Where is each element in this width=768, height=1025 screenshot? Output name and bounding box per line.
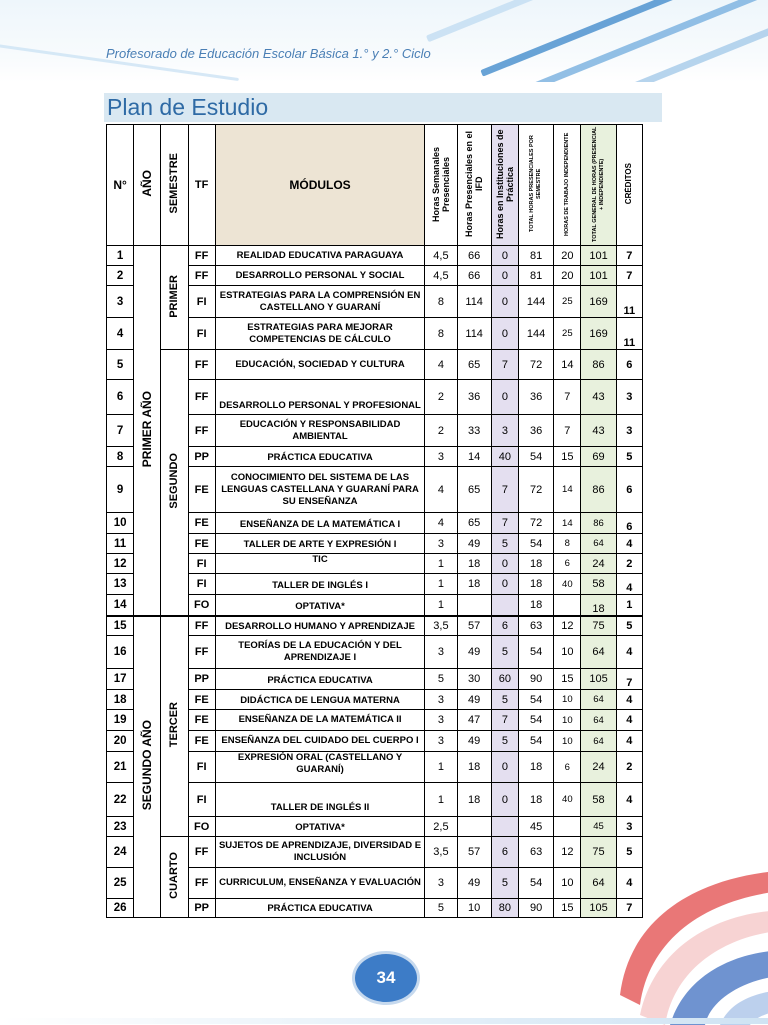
row-tgh: 64 xyxy=(581,690,616,710)
row-tf: FE xyxy=(188,710,215,731)
row-tf: FF xyxy=(188,350,215,380)
document-header-title: Profesorado de Educación Escolar Básica 1.° y 2.° Ciclo xyxy=(106,46,431,61)
row-hip: 0 xyxy=(491,752,518,783)
row-hti xyxy=(554,595,581,616)
semester-segundo: SEGUNDO xyxy=(161,350,188,616)
row-hip: 5 xyxy=(491,534,518,554)
row-thps: 18 xyxy=(518,554,553,574)
row-hpi: 114 xyxy=(457,318,491,350)
row-number: 23 xyxy=(107,817,134,837)
row-hip: 6 xyxy=(491,837,518,868)
row-tf: FI xyxy=(188,574,215,595)
row-hti: 14 xyxy=(554,513,581,534)
row-thps: 144 xyxy=(518,286,553,318)
row-hsp: 5 xyxy=(425,669,457,690)
row-hsp: 1 xyxy=(425,752,457,783)
row-tf: PP xyxy=(188,899,215,918)
row-hti: 10 xyxy=(554,690,581,710)
row-hsp: 1 xyxy=(425,595,457,616)
row-credits: 5 xyxy=(616,837,642,868)
row-number: 5 xyxy=(107,350,134,380)
col-header-tf: TF xyxy=(188,125,215,246)
row-tf: FI xyxy=(188,783,215,817)
row-hip: 0 xyxy=(491,266,518,286)
row-module: DESARROLLO PERSONAL Y PROFESIONAL xyxy=(215,380,425,415)
row-hpi: 66 xyxy=(457,266,491,286)
row-credits: 5 xyxy=(616,616,642,636)
row-credits: 2 xyxy=(616,752,642,783)
row-module: DESARROLLO HUMANO Y APRENDIZAJE xyxy=(215,616,425,636)
row-hsp: 8 xyxy=(425,318,457,350)
row-thps: 54 xyxy=(518,690,553,710)
row-tgh: 105 xyxy=(581,669,616,690)
row-tf: FF xyxy=(188,636,215,669)
row-hip: 5 xyxy=(491,868,518,899)
row-hip: 0 xyxy=(491,380,518,415)
row-credits: 5 xyxy=(616,447,642,467)
row-tf: FF xyxy=(188,868,215,899)
row-thps: 18 xyxy=(518,783,553,817)
row-credits: 3 xyxy=(616,817,642,837)
row-module: ESTRATEGIAS PARA LA COMPRENSIÓN EN CASTELLANO Y GUARANÍ xyxy=(215,286,425,318)
row-module: ENSEÑANZA DEL CUIDADO DEL CUERPO I xyxy=(215,731,425,752)
row-hip: 0 xyxy=(491,574,518,595)
col-header-creditos: CRÉDITOS xyxy=(616,125,642,246)
row-credits: 7 xyxy=(616,266,642,286)
table-row xyxy=(107,246,643,266)
col-header-tgh: TOTAL GENERAL DE HORAS (PRESENCIAL + INDEPENDIENTE) xyxy=(581,125,616,246)
row-hti: 7 xyxy=(554,415,581,447)
row-number: 14 xyxy=(107,595,134,616)
row-number: 20 xyxy=(107,731,134,752)
row-hsp: 1 xyxy=(425,554,457,574)
row-credits: 3 xyxy=(616,380,642,415)
row-module: TIC xyxy=(215,554,425,574)
row-number: 18 xyxy=(107,690,134,710)
row-hip: 0 xyxy=(491,554,518,574)
row-thps: 63 xyxy=(518,616,553,636)
row-hpi: 49 xyxy=(457,731,491,752)
row-tgh: 64 xyxy=(581,534,616,554)
row-thps: 18 xyxy=(518,752,553,783)
row-hpi: 18 xyxy=(457,574,491,595)
group-primer-anio: PRIMER AÑO xyxy=(134,246,161,616)
row-credits: 2 xyxy=(616,554,642,574)
row-hpi: 30 xyxy=(457,669,491,690)
row-credits: 4 xyxy=(616,534,642,554)
row-hsp: 4,5 xyxy=(425,266,457,286)
row-hip: 0 xyxy=(491,318,518,350)
row-hti: 8 xyxy=(554,534,581,554)
row-module: ENSEÑANZA DE LA MATEMÁTICA I xyxy=(215,513,425,534)
row-thps: 45 xyxy=(518,817,553,837)
row-hti: 7 xyxy=(554,380,581,415)
col-header-n: N° xyxy=(107,125,134,246)
row-number: 13 xyxy=(107,574,134,595)
row-thps: 63 xyxy=(518,837,553,868)
row-hip: 5 xyxy=(491,690,518,710)
row-module: OPTATIVA* xyxy=(215,817,425,837)
row-tf: FF xyxy=(188,616,215,636)
row-tgh: 64 xyxy=(581,710,616,731)
row-credits: 6 xyxy=(616,467,642,513)
row-number: 15 xyxy=(107,616,134,636)
row-tgh: 43 xyxy=(581,415,616,447)
semester-tercer: TERCER xyxy=(161,616,188,837)
row-number: 11 xyxy=(107,534,134,554)
row-hpi: 36 xyxy=(457,380,491,415)
table-header-row xyxy=(107,125,643,246)
row-credits: 7 xyxy=(616,669,642,690)
row-number: 3 xyxy=(107,286,134,318)
row-hpi: 65 xyxy=(457,513,491,534)
row-hsp: 3 xyxy=(425,710,457,731)
row-tf: FI xyxy=(188,554,215,574)
row-tgh: 64 xyxy=(581,731,616,752)
row-hsp: 4,5 xyxy=(425,246,457,266)
row-module: TALLER DE INGLÉS II xyxy=(215,783,425,817)
row-tgh: 45 xyxy=(581,817,616,837)
row-number: 8 xyxy=(107,447,134,467)
row-hsp: 3 xyxy=(425,731,457,752)
row-hsp: 4 xyxy=(425,467,457,513)
row-tgh: 86 xyxy=(581,467,616,513)
row-module: EDUCACIÓN Y RESPONSABILIDAD AMBIENTAL xyxy=(215,415,425,447)
row-number: 16 xyxy=(107,636,134,669)
row-number: 25 xyxy=(107,868,134,899)
row-tgh: 64 xyxy=(581,868,616,899)
row-hip: 60 xyxy=(491,669,518,690)
row-tf: FF xyxy=(188,837,215,868)
row-hpi xyxy=(457,595,491,616)
row-hti: 25 xyxy=(554,318,581,350)
row-hpi: 57 xyxy=(457,837,491,868)
row-credits: 7 xyxy=(616,899,642,918)
row-hsp: 3 xyxy=(425,636,457,669)
row-hti: 40 xyxy=(554,783,581,817)
row-module: EXPRESIÓN ORAL (CASTELLANO Y GUARANÍ) xyxy=(215,752,425,783)
row-hti: 10 xyxy=(554,731,581,752)
row-hip: 6 xyxy=(491,616,518,636)
row-hip: 7 xyxy=(491,350,518,380)
row-hip: 7 xyxy=(491,467,518,513)
row-thps: 18 xyxy=(518,574,553,595)
row-tgh: 75 xyxy=(581,837,616,868)
row-number: 9 xyxy=(107,467,134,513)
row-credits: 4 xyxy=(616,574,642,595)
table-row xyxy=(107,350,643,380)
row-hpi: 14 xyxy=(457,447,491,467)
row-module: OPTATIVA* xyxy=(215,595,425,616)
row-number: 6 xyxy=(107,380,134,415)
row-thps: 90 xyxy=(518,669,553,690)
row-hsp: 8 xyxy=(425,286,457,318)
row-module: REALIDAD EDUCATIVA PARAGUAYA xyxy=(215,246,425,266)
row-module: DESARROLLO PERSONAL Y SOCIAL xyxy=(215,266,425,286)
row-hpi: 47 xyxy=(457,710,491,731)
row-credits: 11 xyxy=(616,286,642,318)
row-module: DIDÁCTICA DE LENGUA MATERNA xyxy=(215,690,425,710)
row-hti: 20 xyxy=(554,266,581,286)
row-hsp: 3 xyxy=(425,534,457,554)
row-thps: 54 xyxy=(518,534,553,554)
row-hsp: 4 xyxy=(425,513,457,534)
row-tgh: 18 xyxy=(581,595,616,616)
row-thps: 54 xyxy=(518,731,553,752)
page-number: 34 xyxy=(352,951,420,1005)
row-credits: 4 xyxy=(616,783,642,817)
row-credits: 11 xyxy=(616,318,642,350)
row-credits: 4 xyxy=(616,868,642,899)
row-hsp: 4 xyxy=(425,350,457,380)
row-number: 1 xyxy=(107,246,134,266)
row-hsp: 3,5 xyxy=(425,837,457,868)
row-credits: 1 xyxy=(616,595,642,616)
row-hsp: 1 xyxy=(425,783,457,817)
row-thps: 81 xyxy=(518,246,553,266)
row-hsp: 3 xyxy=(425,690,457,710)
row-tf: FI xyxy=(188,318,215,350)
row-tf: FE xyxy=(188,534,215,554)
row-hpi: 33 xyxy=(457,415,491,447)
row-tgh: 58 xyxy=(581,783,616,817)
row-tf: FO xyxy=(188,595,215,616)
row-module: TEORÍAS DE LA EDUCACIÓN Y DEL APRENDIZAJE I xyxy=(215,636,425,669)
row-hti: 14 xyxy=(554,467,581,513)
row-tf: FE xyxy=(188,690,215,710)
row-hti: 25 xyxy=(554,286,581,318)
row-tf: FE xyxy=(188,731,215,752)
row-module: CONOCIMIENTO DEL SISTEMA DE LAS LENGUAS CASTELLANA Y GUARANÍ PARA SU ENSEÑANZA xyxy=(215,467,425,513)
row-tgh: 75 xyxy=(581,616,616,636)
row-hpi: 10 xyxy=(457,899,491,918)
row-hti: 15 xyxy=(554,669,581,690)
row-number: 10 xyxy=(107,513,134,534)
row-thps: 36 xyxy=(518,380,553,415)
row-hip: 0 xyxy=(491,286,518,318)
row-module: TALLER DE ARTE Y EXPRESIÓN I xyxy=(215,534,425,554)
row-hsp: 2,5 xyxy=(425,817,457,837)
row-tf: FE xyxy=(188,513,215,534)
row-hip xyxy=(491,595,518,616)
row-tgh: 58 xyxy=(581,574,616,595)
row-tf: FI xyxy=(188,752,215,783)
row-hti: 12 xyxy=(554,616,581,636)
row-hti: 15 xyxy=(554,899,581,918)
row-hsp: 2 xyxy=(425,415,457,447)
row-hti: 12 xyxy=(554,837,581,868)
row-thps: 36 xyxy=(518,415,553,447)
row-hpi: 65 xyxy=(457,467,491,513)
row-hsp: 5 xyxy=(425,899,457,918)
row-tf: PP xyxy=(188,447,215,467)
row-number: 12 xyxy=(107,554,134,574)
semester-primer: PRIMER xyxy=(161,246,188,350)
row-module: PRÁCTICA EDUCATIVA xyxy=(215,899,425,918)
row-tgh: 169 xyxy=(581,318,616,350)
row-hti: 6 xyxy=(554,752,581,783)
row-module: PRÁCTICA EDUCATIVA xyxy=(215,669,425,690)
col-header-thps: TOTAL HORAS PRESENCIALES POR SEMESTRE xyxy=(518,125,553,246)
row-hsp: 3,5 xyxy=(425,616,457,636)
row-tf: FI xyxy=(188,286,215,318)
row-number: 2 xyxy=(107,266,134,286)
row-hpi xyxy=(457,817,491,837)
row-tgh: 24 xyxy=(581,554,616,574)
row-hip xyxy=(491,817,518,837)
row-thps: 81 xyxy=(518,266,553,286)
row-hsp: 2 xyxy=(425,380,457,415)
row-module: CURRICULUM, ENSEÑANZA Y EVALUACIÓN xyxy=(215,868,425,899)
row-thps: 72 xyxy=(518,350,553,380)
row-thps: 18 xyxy=(518,595,553,616)
row-tgh: 86 xyxy=(581,513,616,534)
row-thps: 54 xyxy=(518,868,553,899)
col-header-semestre: SEMESTRE xyxy=(161,125,188,246)
row-hip: 7 xyxy=(491,710,518,731)
row-tf: FF xyxy=(188,380,215,415)
col-header-hpi: Horas Presenciales en el IFD xyxy=(457,125,491,246)
row-hpi: 65 xyxy=(457,350,491,380)
row-hpi: 18 xyxy=(457,752,491,783)
row-tf: FF xyxy=(188,266,215,286)
row-hip: 5 xyxy=(491,636,518,669)
row-hti: 6 xyxy=(554,554,581,574)
row-hip: 0 xyxy=(491,246,518,266)
row-tf: PP xyxy=(188,669,215,690)
row-hip: 40 xyxy=(491,447,518,467)
row-thps: 72 xyxy=(518,467,553,513)
row-hsp: 1 xyxy=(425,574,457,595)
row-thps: 72 xyxy=(518,513,553,534)
row-hpi: 57 xyxy=(457,616,491,636)
table-row xyxy=(107,616,643,636)
row-tf: FE xyxy=(188,467,215,513)
study-plan-table xyxy=(106,124,643,918)
row-number: 17 xyxy=(107,669,134,690)
row-hti: 15 xyxy=(554,447,581,467)
row-hti: 20 xyxy=(554,246,581,266)
row-hpi: 18 xyxy=(457,783,491,817)
row-tgh: 101 xyxy=(581,246,616,266)
col-header-hti: HORAS DE TRABAJO INDEPENDIENTE xyxy=(554,125,581,246)
row-hti: 40 xyxy=(554,574,581,595)
row-hip: 80 xyxy=(491,899,518,918)
header-decoration xyxy=(0,0,768,82)
row-thps: 54 xyxy=(518,447,553,467)
row-credits: 7 xyxy=(616,246,642,266)
row-hpi: 49 xyxy=(457,690,491,710)
row-module: ENSEÑANZA DE LA MATEMÁTICA II xyxy=(215,710,425,731)
row-module: TALLER DE INGLÉS I xyxy=(215,574,425,595)
row-tgh: 105 xyxy=(581,899,616,918)
col-header-anio: AÑO xyxy=(134,125,161,246)
col-header-hsp: Horas Semanales Presenciales xyxy=(425,125,457,246)
row-hti: 10 xyxy=(554,710,581,731)
row-hpi: 49 xyxy=(457,534,491,554)
row-hpi: 49 xyxy=(457,868,491,899)
row-hpi: 66 xyxy=(457,246,491,266)
row-credits: 3 xyxy=(616,415,642,447)
row-hip: 5 xyxy=(491,731,518,752)
row-number: 7 xyxy=(107,415,134,447)
row-module: PRÁCTICA EDUCATIVA xyxy=(215,447,425,467)
col-header-modulos: MÓDULOS xyxy=(215,125,425,246)
table-row xyxy=(107,837,643,868)
row-credits: 4 xyxy=(616,731,642,752)
row-tf: FF xyxy=(188,415,215,447)
row-tgh: 64 xyxy=(581,636,616,669)
row-hsp: 3 xyxy=(425,447,457,467)
row-credits: 4 xyxy=(616,690,642,710)
row-tgh: 101 xyxy=(581,266,616,286)
row-number: 22 xyxy=(107,783,134,817)
row-tgh: 86 xyxy=(581,350,616,380)
row-hti: 14 xyxy=(554,350,581,380)
row-thps: 54 xyxy=(518,636,553,669)
row-hti xyxy=(554,817,581,837)
row-thps: 54 xyxy=(518,710,553,731)
row-module: ESTRATEGIAS PARA MEJORAR COMPETENCIAS DE CÁLCULO xyxy=(215,318,425,350)
row-hpi: 114 xyxy=(457,286,491,318)
row-hpi: 18 xyxy=(457,554,491,574)
row-hti: 10 xyxy=(554,636,581,669)
row-hti: 10 xyxy=(554,868,581,899)
page-title: Plan de Estudio xyxy=(104,93,662,122)
row-tgh: 24 xyxy=(581,752,616,783)
row-number: 21 xyxy=(107,752,134,783)
row-number: 24 xyxy=(107,837,134,868)
row-tf: FF xyxy=(188,246,215,266)
row-thps: 144 xyxy=(518,318,553,350)
row-hpi: 49 xyxy=(457,636,491,669)
row-credits: 4 xyxy=(616,636,642,669)
row-number: 19 xyxy=(107,710,134,731)
row-hip: 3 xyxy=(491,415,518,447)
row-tgh: 69 xyxy=(581,447,616,467)
row-number: 4 xyxy=(107,318,134,350)
row-credits: 6 xyxy=(616,350,642,380)
corner-decoration xyxy=(610,815,768,1025)
row-hsp: 3 xyxy=(425,868,457,899)
semester-cuarto: CUARTO xyxy=(161,837,188,918)
row-number: 26 xyxy=(107,899,134,918)
footer-line xyxy=(0,1018,768,1024)
row-tgh: 169 xyxy=(581,286,616,318)
row-hip: 0 xyxy=(491,783,518,817)
row-credits: 4 xyxy=(616,710,642,731)
row-module: SUJETOS DE APRENDIZAJE, DIVERSIDAD E INCLUSIÓN xyxy=(215,837,425,868)
row-tf: FO xyxy=(188,817,215,837)
group-segundo-anio: SEGUNDO AÑO xyxy=(134,616,161,918)
row-hip: 7 xyxy=(491,513,518,534)
row-thps: 90 xyxy=(518,899,553,918)
col-header-hip: Horas en Instituciones de Práctica xyxy=(491,125,518,246)
row-tgh: 43 xyxy=(581,380,616,415)
row-module: EDUCACIÓN, SOCIEDAD Y CULTURA xyxy=(215,350,425,380)
row-credits: 6 xyxy=(616,513,642,534)
